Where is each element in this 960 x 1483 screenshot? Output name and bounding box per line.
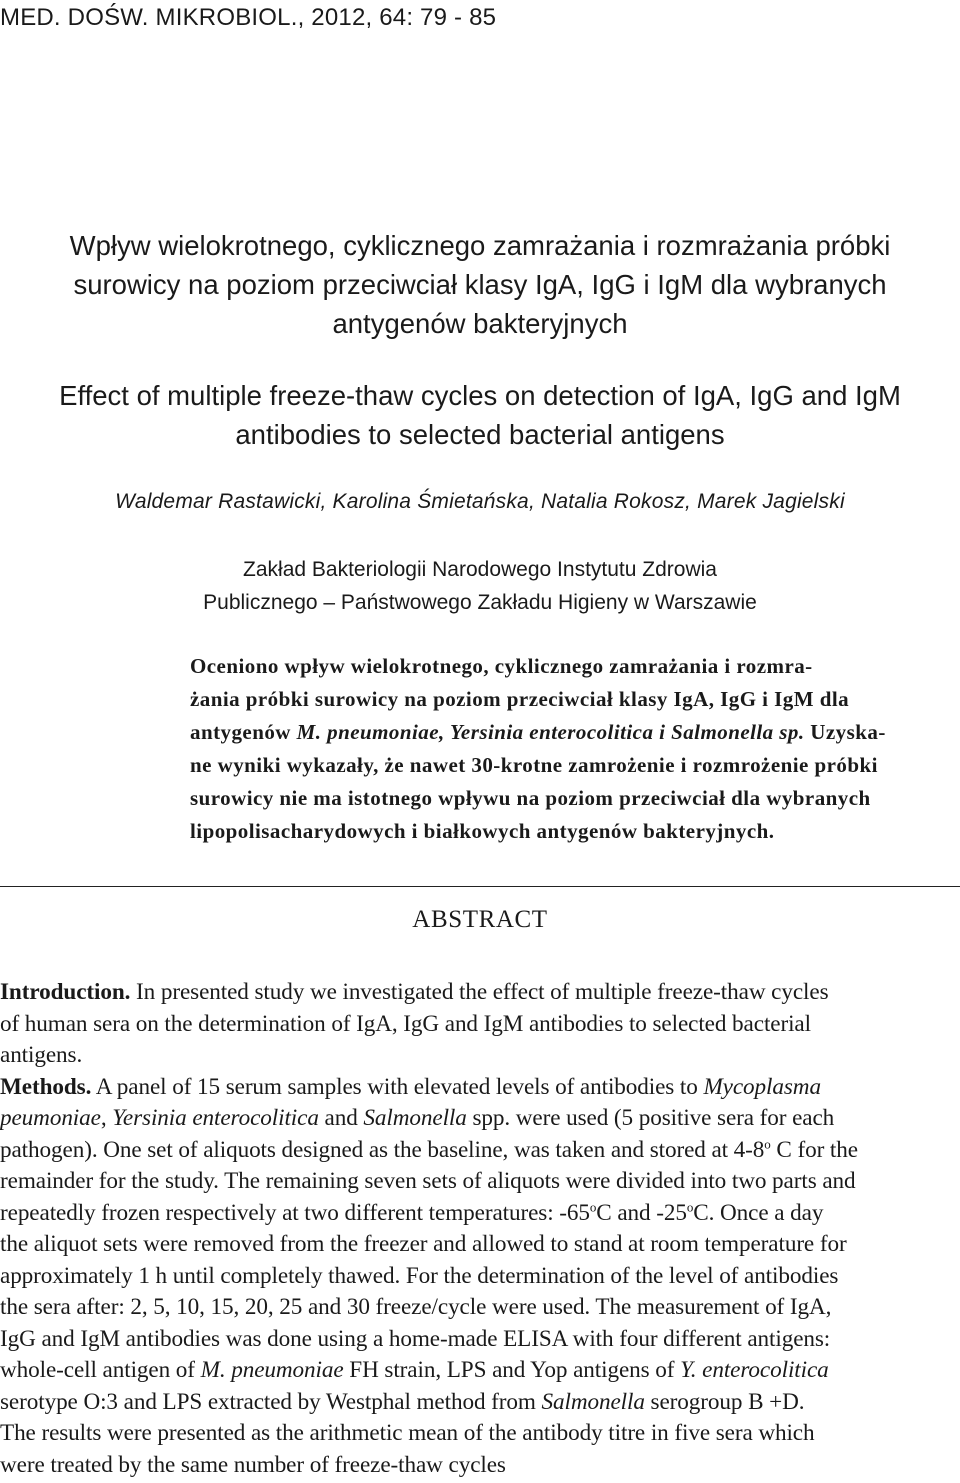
summary-line: surowicy nie ma istotnego wpływu na poziom przeciwciał dla wybranych xyxy=(190,786,871,810)
affiliation-line: Publicznego – Państwowego Zakładu Higieny w Warszawie xyxy=(203,591,757,614)
abstract-line xyxy=(0,1387,960,1419)
journal-citation: MED. DOŚW. MIKROBIOL., 2012, 64: 79 - 85 xyxy=(0,4,497,31)
title-polish-line: antygenów bakteryjnych xyxy=(332,308,628,339)
section-divider xyxy=(0,886,960,887)
summary-line: lipopolisacharydowych i białkowych antygenów bakteryjnych. xyxy=(190,819,775,843)
polish-summary xyxy=(190,650,958,848)
abstract-text: spp. were used (5 positive sera for each xyxy=(466,1105,835,1131)
species-name: Salmonella xyxy=(541,1388,645,1415)
abstract-line: the aliquot sets were removed from the freezer and allowed to stand at room temperature for xyxy=(0,1231,847,1257)
title-english-line: antibodies to selected bacterial antigens xyxy=(235,419,725,450)
summary-text: antygenów xyxy=(190,720,297,744)
author-list: Waldemar Rastawicki, Karolina Śmietańska, Natalia Rokosz, Marek Jagielski xyxy=(115,490,845,513)
methods-label: Methods. xyxy=(0,1073,92,1100)
summary-text: Uzyska- xyxy=(804,720,886,744)
abstract-line xyxy=(0,1135,960,1167)
abstract-text: In presented study we investigated the effect of multiple freeze-thaw cycles xyxy=(130,979,829,1005)
abstract-text: pathogen). One set of aliquots designed as the baseline, was taken and stored at 4-8 xyxy=(0,1136,765,1163)
abstract-body xyxy=(0,977,960,1481)
abstract-line: IgG and IgM antibodies was done using a home-made ELISA with four different antigens: xyxy=(0,1325,831,1352)
affiliation-line: Zakład Bakteriologii Narodowego Instytutu Zdrowia xyxy=(243,558,717,581)
abstract-line: were treated by the same number of freeze-thaw cycles xyxy=(0,1451,506,1478)
introduction-label: Introduction. xyxy=(0,979,131,1005)
abstract-line xyxy=(0,977,960,1009)
abstract-text: C and -25 xyxy=(596,1199,687,1226)
affiliation xyxy=(0,553,960,619)
degree-superscript: o xyxy=(686,1198,694,1214)
species-name: Yersinia enterocolitica xyxy=(112,1105,319,1131)
abstract-text: serotype O:3 and LPS extracted by Westphal method from xyxy=(0,1388,542,1415)
abstract-line: antigens. xyxy=(0,1042,83,1068)
title-polish xyxy=(0,226,960,343)
summary-line: Oceniono wpływ wielokrotnego, cyklicznego zamrażania i rozmra- xyxy=(190,654,813,678)
species-name: M. pneumoniae xyxy=(200,1357,344,1383)
abstract-line: the sera after: 2, 5, 10, 15, 20, 25 and 30 freeze/cycle were used. The measurement of IgA, xyxy=(0,1294,832,1320)
abstract-line: approximately 1 h until completely thawed. For the determination of the level of antibodies xyxy=(0,1262,839,1289)
abstract-line xyxy=(0,1198,960,1230)
degree-superscript: o xyxy=(589,1198,597,1214)
abstract-text: repeatedly frozen respectively at two different temperatures: -65 xyxy=(0,1199,590,1226)
abstract-text: FH strain, LPS and Yop antigens of xyxy=(343,1357,681,1383)
degree-superscript: o xyxy=(764,1135,771,1151)
title-english-line: Effect of multiple freeze-thaw cycles on detection of IgA, IgG and IgM xyxy=(59,380,901,411)
title-english xyxy=(0,376,960,454)
abstract-heading: ABSTRACT xyxy=(412,906,548,933)
abstract-line xyxy=(0,1072,960,1104)
species-name: Y. enterocolitica xyxy=(680,1357,829,1383)
species-name: Salmonella xyxy=(363,1105,467,1131)
abstract-text: and xyxy=(318,1105,364,1131)
summary-line xyxy=(190,716,958,749)
summary-species: M. pneumoniae, Yersinia enterocolitica i Salmonella sp. xyxy=(296,720,805,744)
abstract-text: C for the xyxy=(770,1136,858,1163)
abstract-text: C. Once a day xyxy=(693,1199,824,1226)
abstract-line xyxy=(0,1355,960,1387)
abstract-text: , xyxy=(100,1105,113,1131)
abstract-line: of human sera on the determination of IgA, IgG and IgM antibodies to selected bacterial xyxy=(0,1010,811,1037)
abstract-text: whole-cell antigen of xyxy=(0,1357,201,1383)
abstract-text: serogroup B +D. xyxy=(644,1388,805,1415)
title-polish-line: Wpływ wielokrotnego, cyklicznego zamrażania i rozmrażania próbki xyxy=(69,230,891,261)
summary-line: ne wyniki wykazały, że nawet 30-krotne zamrożenie i rozmrożenie próbki xyxy=(190,753,878,777)
species-name: Mycoplasma xyxy=(703,1073,821,1100)
summary-line: żania próbki surowicy na poziom przeciwciał klasy IgA, IgG i IgM dla xyxy=(190,687,850,711)
abstract-line: remainder for the study. The remaining seven sets of aliquots were divided into two parts and xyxy=(0,1168,856,1194)
abstract-line xyxy=(0,1103,960,1135)
abstract-line: The results were presented as the arithmetic mean of the antibody titre in five sera which xyxy=(0,1420,815,1446)
abstract-text: A panel of 15 serum samples with elevated levels of antibodies to xyxy=(91,1073,704,1100)
species-name: peumoniae xyxy=(0,1105,101,1131)
title-polish-line: surowicy na poziom przeciwciał klasy IgA, IgG i IgM dla wybranych xyxy=(73,269,887,300)
